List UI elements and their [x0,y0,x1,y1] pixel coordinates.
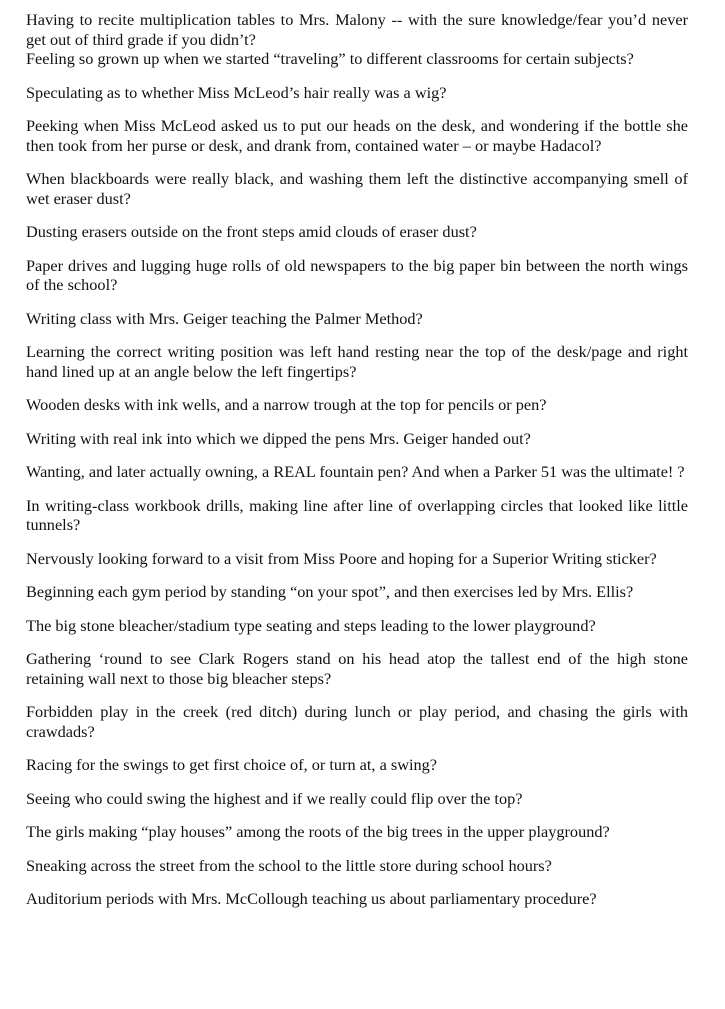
paragraph-swings-race: Racing for the swings to get first choice of, or turn at, a swing? [26,755,437,774]
document-page [26,10,688,923]
paragraph-little-store: Sneaking across the street from the school to the little store during school hours? [26,855,552,875]
paragraph-workbook-drills: In writing-class workbook drills, making line after line of overlapping circles that looked like little tunnels? [26,495,688,534]
paragraph-dusting-erasers: Dusting erasers outside on the front steps amid clouds of eraser dust? [26,222,477,241]
paragraph-multiplication-tables: Having to recite multiplication tables to Mrs. Malony -- with the sure knowledge/fear you’d never get out of third grade if you didn’t? [26,10,688,49]
paragraph-hadacol: Peeking when Miss McLeod asked us to put our heads on the desk, and wondering if the bottle she then took from her purse or desk, and drank from, contained water – or maybe Hadacol? [26,116,688,155]
paragraph-wooden-desks: Wooden desks with ink wells, and a narrow trough at the top for pencils or pen? [26,395,547,414]
paragraph-fountain-pen: Wanting, and later actually owning, a REAL fountain pen? And when a Parker 51 was the ultimate! ? [26,462,685,481]
paragraph-paper-drives: Paper drives and lugging huge rolls of old newspapers to the big paper bin between the north wings of the school? [26,255,688,294]
paragraph-auditorium: Auditorium periods with Mrs. McCollough teaching us about parliamentary procedure? [26,889,597,908]
paragraph-gym-period: Beginning each gym period by standing “on your spot”, and then exercises led by Mrs. Ellis? [26,582,634,601]
paragraph-miss-poore: Nervously looking forward to a visit from Miss Poore and hoping for a Superior Writing sticker? [26,548,657,568]
paragraph-clark-rogers: Gathering ‘round to see Clark Rogers stand on his head atop the tallest end of the high stone retaining wall next to those big bleacher steps? [26,649,688,688]
paragraph-creek-play: Forbidden play in the creek (red ditch) during lunch or play period, and chasing the girls with crawdads? [26,702,688,741]
paragraph-stone-bleachers: The big stone bleacher/stadium type seating and steps leading to the lower playground? [26,615,596,635]
paragraph-wig: Speculating as to whether Miss McLeod’s hair really was a wig? [26,82,447,102]
paragraph-swing-highest: Seeing who could swing the highest and if we really could flip over the top? [26,788,523,808]
paragraph-play-houses: The girls making “play houses” among the roots of the big trees in the upper playground? [26,822,610,841]
paragraph-palmer-method: Writing class with Mrs. Geiger teaching the Palmer Method? [26,308,423,328]
paragraph-writing-position: Learning the correct writing position was left hand resting near the top of the desk/page and right hand lined up at an angle below the left fingertips? [26,342,688,381]
paragraph-traveling-classrooms: Feeling so grown up when we started “traveling” to different classrooms for certain subjects? [26,49,634,68]
paragraph-blackboards: When blackboards were really black, and washing them left the distinctive accompanying smell of wet eraser dust? [26,169,688,208]
paragraph-real-ink: Writing with real ink into which we dipped the pens Mrs. Geiger handed out? [26,428,531,448]
